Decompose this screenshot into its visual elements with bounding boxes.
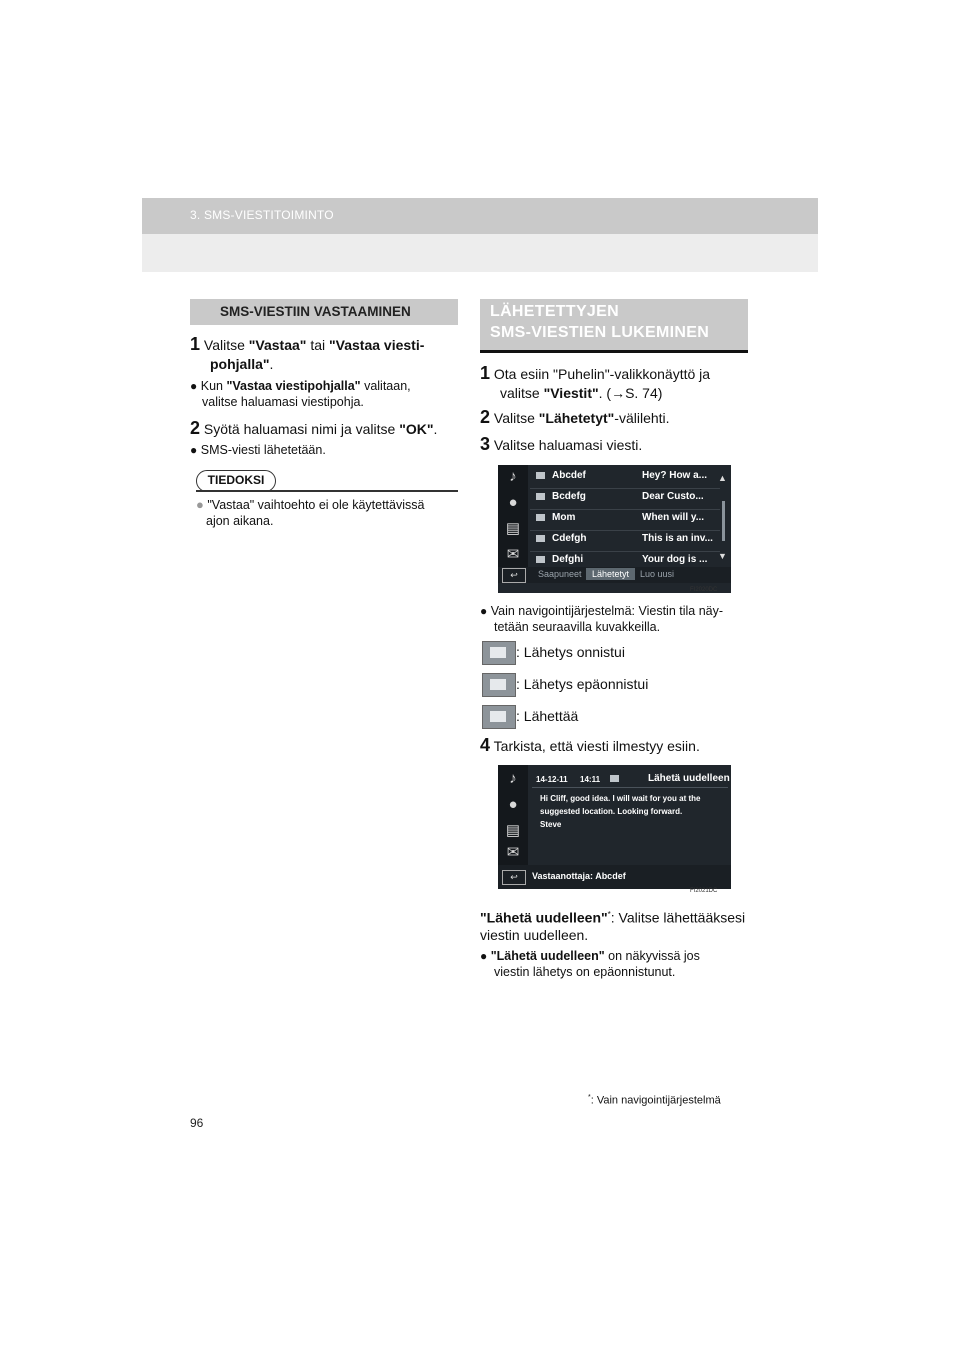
status-sending-label: : Lähettää (516, 708, 579, 724)
page-number: 96 (190, 1116, 204, 1130)
message-time: 14:11 (580, 775, 601, 784)
resend-bullet: ● "Lähetä uudelleen" on näkyvissä jos (480, 949, 700, 963)
section-heading-sent-line2: SMS-VIESTIEN LUKEMINEN (490, 324, 710, 341)
note-divider (196, 490, 458, 492)
contact-icon: ● (508, 494, 518, 511)
scrollbar[interactable] (722, 501, 725, 541)
phone-book-icon: ▤ (505, 520, 521, 537)
message-tab-bar (498, 567, 731, 583)
message-row[interactable]: Defghi Your dog is ... (530, 551, 720, 572)
sent-envelope-icon (536, 493, 545, 500)
image-code: FI2020DC (690, 587, 718, 593)
contact-icon: ● (508, 796, 518, 813)
scroll-down-icon[interactable]: ▼ (718, 551, 727, 561)
nav-bullet-cont: tetään seuraavilla kuvakkeilla. (494, 620, 661, 634)
phone-book-icon: ▤ (505, 822, 521, 839)
note-badge: TIEDOKSI (196, 470, 276, 492)
bullet-icon: ● (190, 379, 198, 393)
note-text-cont: ajon aikana. (206, 514, 274, 528)
message-body-line: suggested location. Looking forward. (540, 807, 683, 816)
phone-icon: ♪ (509, 770, 517, 787)
section-heading-reply-text: SMS-VIESTIIN VASTAAMINEN (220, 304, 411, 319)
note-text: ● "Vastaa" vaihtoehto ei ole käytettävissä (196, 497, 425, 512)
bullet-icon: ● (190, 443, 198, 457)
left-step-1-bullet: ● Kun "Vastaa viestipohjalla" valitaan, (190, 379, 411, 393)
resend-description: "Lähetä uudelleen"*: Valitse lähettääksesi (480, 909, 746, 926)
resend-description-cont: viestin uudelleen. (480, 927, 589, 943)
tab-new[interactable]: Luo uusi (640, 569, 675, 579)
sent-envelope-icon (536, 514, 545, 521)
message-row[interactable]: Abcdef Hey? How a... (530, 467, 720, 489)
left-step-1-cont: pohjalla". (210, 356, 274, 372)
back-icon[interactable]: ↩ (502, 870, 526, 885)
left-step-1: 1 Valitse "Vastaa" tai "Vastaa viesti- (190, 334, 425, 354)
sent-success-icon (482, 641, 516, 665)
message-row[interactable]: Bcdefg Dear Custo... (530, 488, 720, 510)
back-icon[interactable]: ↩ (502, 568, 526, 583)
phone-icon: ♪ (509, 468, 517, 485)
sent-envelope-icon (536, 556, 545, 563)
message-row[interactable]: Mom When will y... (530, 509, 720, 531)
screen-side-menu (498, 465, 528, 567)
right-step-1: 1 Ota esiin "Puhelin"-valikkonäyttö ja (480, 363, 711, 383)
sending-icon (482, 705, 516, 729)
grey-bullet-icon: ● (196, 497, 204, 512)
image-code: FI2021DC (690, 888, 718, 894)
recipient-bar (498, 865, 731, 889)
right-step-1-cont: valitse "Viestit". (→S. 74) (500, 385, 663, 401)
left-step-2: 2 Syötä haluamasi nimi ja valitse "OK". (190, 418, 438, 438)
bullet-icon: ● (480, 604, 488, 618)
section-heading-reply (190, 299, 458, 325)
scroll-up-icon[interactable]: ▲ (718, 473, 727, 483)
message-icon: ✉ (506, 546, 520, 563)
sent-failed-icon (482, 673, 516, 697)
message-row[interactable]: Cdefgh This is an inv... (530, 530, 720, 552)
screen-side-menu (498, 765, 528, 865)
section-heading-sent-line1: LÄHETETTYJEN (490, 303, 619, 320)
message-list-screenshot (498, 465, 731, 593)
sent-envelope-icon (610, 775, 619, 782)
sent-envelope-icon (536, 472, 545, 479)
status-success-label: : Lähetys onnistui (516, 644, 625, 660)
tab-inbox[interactable]: Saapuneet (538, 569, 582, 579)
resend-button[interactable]: Lähetä uudelleen (648, 773, 730, 784)
chapter-title: 3. SMS-VIESTITOIMINTO (190, 208, 334, 222)
left-step-1-bullet-cont: valitse haluamasi viestipohja. (202, 395, 364, 409)
divider (532, 787, 728, 788)
recipient-label: Vastaanottaja: Abcdef (532, 871, 626, 881)
status-failed-label: : Lähetys epäonnistui (516, 676, 649, 692)
tab-sent[interactable]: Lähetetyt (586, 568, 635, 580)
right-step-3: 3 Valitse haluamasi viesti. (480, 434, 643, 454)
right-step-4: 4 Tarkista, että viesti ilmestyy esiin. (480, 735, 700, 755)
bullet-icon: ● (480, 949, 488, 963)
sent-envelope-icon (536, 535, 545, 542)
message-detail-screenshot (498, 765, 731, 889)
right-step-2: 2 Valitse "Lähetetyt"-välilehti. (480, 407, 670, 427)
section-heading-sent (480, 299, 748, 353)
message-icon: ✉ (506, 844, 520, 861)
message-body-line: Steve (540, 820, 562, 829)
left-step-2-bullet: ● SMS-viesti lähetetään. (190, 443, 326, 457)
footnote: *: Vain navigointijärjestelmä (588, 1094, 721, 1107)
resend-bullet-cont: viestin lähetys on epäonnistunut. (494, 965, 676, 979)
nav-bullet: ● Vain navigointijärjestelmä: Viestin tila näy- (480, 604, 724, 618)
message-date: 14-12-11 (536, 775, 568, 784)
message-body-line: Hi Cliff, good idea. I will wait for you at the (540, 794, 701, 803)
